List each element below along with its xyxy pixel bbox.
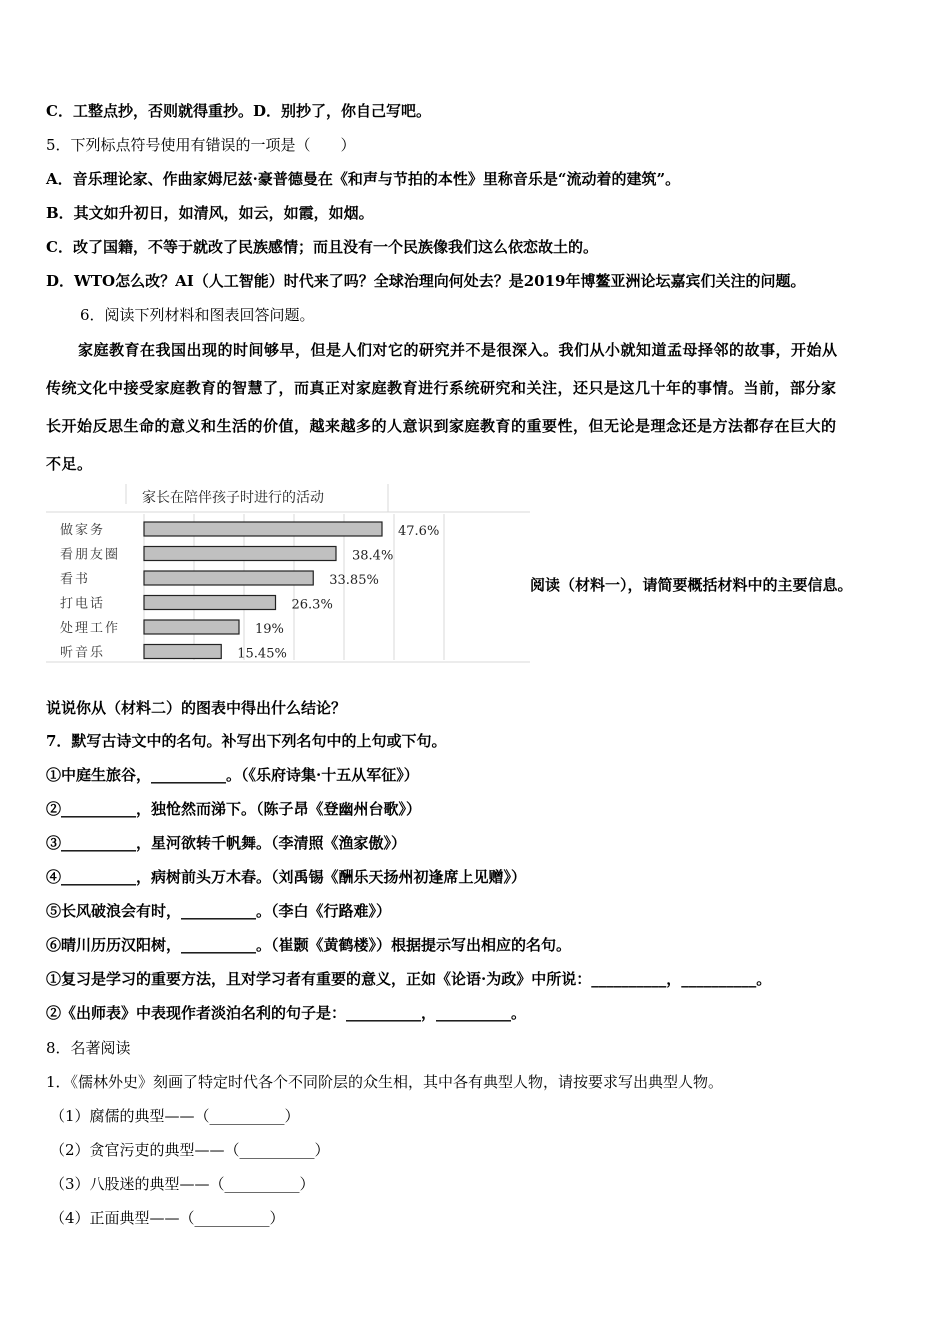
q6-passage xyxy=(46,340,902,492)
passage-line: 长开始反思生命的意义和生活的价值，越来越多的人意识到家庭教育的重要性，但无论是理念还是方法都存在巨大的 xyxy=(46,417,837,435)
q7-item: ⑥晴川历历汉阳树，__________。（崔颢《黄鹤楼》）根据提示写出相应的名句。 xyxy=(46,936,572,954)
q8-question: 8．名著阅读 xyxy=(46,1039,131,1057)
chart-title: 家长在陪伴孩子时进行的活动 xyxy=(142,490,324,506)
q7-item: ③__________，星河欲转千帆舞。（李清照《渔家傲》） xyxy=(46,834,407,852)
q7-item: ①中庭生旅谷，__________。（《乐府诗集·十五从军征》） xyxy=(46,766,419,784)
q5-option-b: B．其文如升初日，如清风，如云，如霞，如烟。 xyxy=(46,204,374,222)
chart-bar xyxy=(144,547,336,561)
chart-value-label: 19% xyxy=(255,622,284,637)
q5-question: 5．下列标点符号使用有错误的一项是（ ） xyxy=(46,136,356,154)
chart-bar xyxy=(144,522,382,536)
chart-category-label: 打电话 xyxy=(60,596,106,612)
q7-item: ④__________，病树前头万木春。（刘禹锡《酬乐天扬州初逢席上见赠》） xyxy=(46,868,527,886)
q6-question: 6．阅读下列材料和图表回答问题。 xyxy=(80,306,315,324)
chart-category-label: 听音乐 xyxy=(60,645,106,661)
q7-item: ⑤长风破浪会有时，__________。（李白《行路难》） xyxy=(46,902,392,920)
q6-side-prompt: 阅读（材料一），请简要概括材料中的主要信息。 xyxy=(530,576,853,594)
q6-sub2: 说说你从（材料二）的图表中得出什么结论？ xyxy=(46,699,347,717)
q4-options-cd: C．工整点抄，否则就得重抄。D．别抄了，你自己写吧。 xyxy=(46,102,431,120)
chart-value-label: 15.45% xyxy=(237,646,287,662)
chart-category-label: 处理工作 xyxy=(60,621,121,636)
q8-item: （1）腐儒的典型——（__________） xyxy=(50,1107,300,1125)
passage-line: 传统文化中接受家庭教育的智慧了，而真正对家庭教育进行系统研究和关注，还只是这几十年的事情。当前，部分家 xyxy=(46,379,837,397)
passage-line: 不足。 xyxy=(46,455,93,473)
q7-item: ②__________，独怆然而涕下。（陈子昂《登幽州台歌》） xyxy=(46,800,422,818)
chart-category-label: 做家务 xyxy=(60,523,106,538)
chart-bar xyxy=(144,596,276,610)
passage-line: 家庭教育在我国出现的时间够早，但是人们对它的研究并不是很深入。我们从小就知道孟母择邻的故事，开始从 xyxy=(78,341,838,359)
chart-bar xyxy=(144,571,313,585)
activity-bar-chart xyxy=(46,484,530,664)
q8-intro: 1．《儒林外史》刻画了特定时代各个不同阶层的众生相，其中各有典型人物，请按要求写出典型人物。 xyxy=(46,1073,724,1091)
chart-value-label: 38.4% xyxy=(352,548,394,564)
chart-bars xyxy=(60,522,439,662)
chart-category-label: 看书 xyxy=(60,572,91,587)
q7-question: 7．默写古诗文中的名句。补写出下列名句中的上句或下句。 xyxy=(46,732,447,750)
chart-bar xyxy=(144,645,221,659)
chart-bar xyxy=(144,620,239,634)
q8-item: （4）正面典型——（__________） xyxy=(50,1209,285,1227)
q7-item: ①复习是学习的重要方法，且对学习者有重要的意义，正如《论语·为政》中所说：__________，__________。 xyxy=(46,970,772,988)
chart-value-label: 26.3% xyxy=(291,597,333,613)
q5-option-a: A．音乐理论家、作曲家姆尼兹·豪普德曼在《和声与节拍的本性》里称音乐是“流动着的建筑”。 xyxy=(46,170,681,188)
chart-value-label: 33.85% xyxy=(329,573,379,588)
chart-value-label: 47.6% xyxy=(398,524,440,539)
q7-item: ②《出师表》中表现作者淡泊名利的句子是：__________，__________。 xyxy=(46,1004,527,1022)
q5-option-d: D．WTO怎么改？AI（人工智能）时代来了吗？全球治理向何处去？是2019年博鳌亚洲论坛嘉宾们关注的问题。 xyxy=(46,272,806,290)
q8-item: （3）八股迷的典型——（__________） xyxy=(50,1175,315,1193)
chart-category-label: 看朋友圈 xyxy=(60,547,121,563)
q8-item: （2）贪官污吏的典型——（__________） xyxy=(50,1141,330,1159)
q5-option-c: C．改了国籍，不等于就改了民族感情；而且没有一个民族像我们这么依恋故土的。 xyxy=(46,238,598,256)
